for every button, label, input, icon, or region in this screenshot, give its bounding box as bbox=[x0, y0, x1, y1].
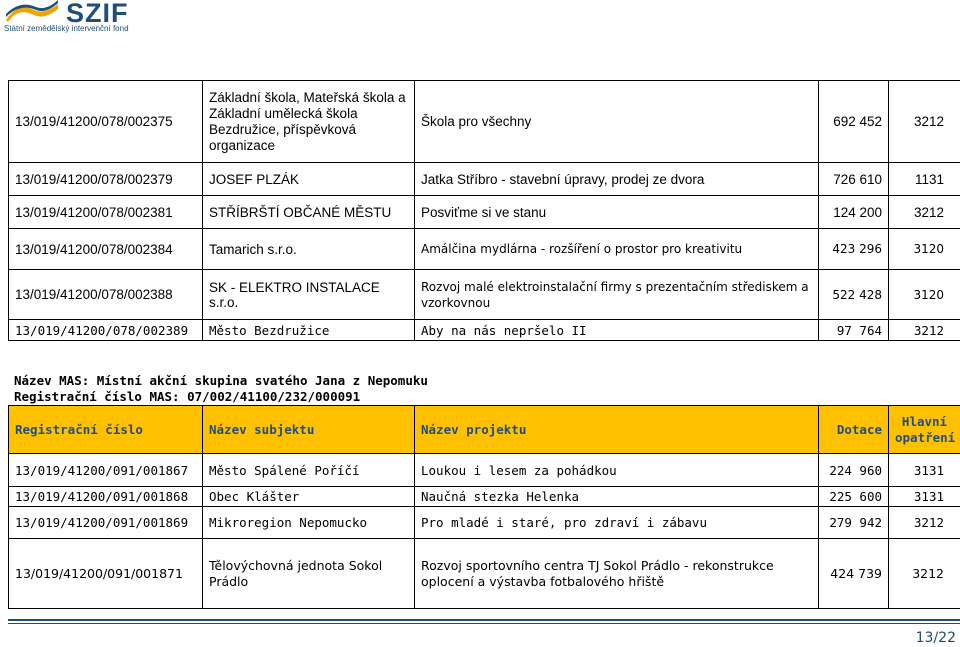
measure-cell: 3131 bbox=[889, 454, 960, 487]
table-row bbox=[9, 270, 960, 320]
table-row bbox=[9, 163, 960, 196]
project-cell: Jatka Stříbro - stavební úpravy, prodej ze dvora bbox=[415, 163, 819, 196]
measure-cell: 3131 bbox=[889, 487, 960, 507]
reg-cell: 13/019/41200/078/002381 bbox=[9, 196, 203, 229]
reg-cell: 13/019/41200/078/002384 bbox=[9, 229, 203, 270]
reg-cell: 13/019/41200/078/002388 bbox=[9, 270, 203, 320]
table-row bbox=[9, 81, 960, 163]
reg-cell: 13/019/41200/078/002389 bbox=[9, 320, 203, 341]
measure-cell: 3212 bbox=[889, 81, 960, 163]
measure-cell: 3212 bbox=[889, 196, 960, 229]
measure-cell: 3212 bbox=[889, 320, 960, 341]
project-cell: Amálčina mydlárna - rozšíření o prostor pro kreativitu bbox=[415, 229, 819, 270]
reg-cell: 13/019/41200/091/001869 bbox=[9, 507, 203, 539]
table-header-row bbox=[9, 406, 960, 454]
subject-cell: JOSEF PLZÁK bbox=[203, 163, 415, 196]
table-row bbox=[9, 487, 960, 507]
project-cell: Aby na nás nepršelo II bbox=[415, 320, 819, 341]
footer-divider bbox=[8, 619, 960, 621]
szif-logo-mark-icon bbox=[4, 0, 60, 24]
amount-cell: 424 739 bbox=[819, 539, 889, 609]
table-row bbox=[9, 229, 960, 270]
project-cell: Posviťme si ve stanu bbox=[415, 196, 819, 229]
mas-info bbox=[14, 373, 428, 405]
projects-table-2 bbox=[8, 405, 960, 609]
amount-cell: 692 452 bbox=[819, 81, 889, 163]
mas-name: Název MAS: Místní akční skupina svatého Jana z Nepomuku bbox=[14, 373, 428, 388]
project-cell: Pro mladé i staré, pro zdraví i zábavu bbox=[415, 507, 819, 539]
header-amount: Dotace bbox=[819, 406, 889, 454]
amount-cell: 124 200 bbox=[819, 196, 889, 229]
reg-cell: 13/019/41200/078/002375 bbox=[9, 81, 203, 163]
project-cell: Naučná stezka Helenka bbox=[415, 487, 819, 507]
measure-cell: 1131 bbox=[889, 163, 960, 196]
header-project: Název projektu bbox=[415, 406, 819, 454]
measure-cell: 3212 bbox=[889, 539, 960, 609]
subject-cell: STŘÍBRŠTÍ OBČANÉ MĚSTU bbox=[203, 196, 415, 229]
subject-cell: Město Bezdružice bbox=[203, 320, 415, 341]
logo-subtitle: Státní zemědělský intervenční fond bbox=[4, 24, 129, 33]
table-row bbox=[9, 320, 960, 341]
table-row bbox=[9, 507, 960, 539]
projects-table-1 bbox=[8, 80, 960, 341]
amount-cell: 225 600 bbox=[819, 487, 889, 507]
measure-cell: 3212 bbox=[889, 507, 960, 539]
reg-cell: 13/019/41200/091/001868 bbox=[9, 487, 203, 507]
amount-cell: 423 296 bbox=[819, 229, 889, 270]
footer-divider bbox=[8, 623, 960, 624]
subject-cell: Obec Klášter bbox=[203, 487, 415, 507]
header-measure: Hlavní opatření bbox=[889, 406, 960, 454]
reg-cell: 13/019/41200/091/001871 bbox=[9, 539, 203, 609]
logo-text: SZIF bbox=[66, 0, 129, 28]
project-cell: Rozvoj sportovního centra TJ Sokol Prádlo - rekonstrukce oplocení a výstavba fotbalového hřiště bbox=[415, 539, 819, 609]
page-number: 13/22 bbox=[915, 630, 956, 646]
header-reg: Registrační číslo bbox=[9, 406, 203, 454]
measure-cell: 3120 bbox=[889, 229, 960, 270]
table-row bbox=[9, 539, 960, 609]
amount-cell: 97 764 bbox=[819, 320, 889, 341]
subject-cell: SK - ELEKTRO INSTALACE s.r.o. bbox=[203, 270, 415, 320]
table-row bbox=[9, 454, 960, 487]
project-cell: Loukou i lesem za pohádkou bbox=[415, 454, 819, 487]
mas-reg-number: Registrační číslo MAS: 07/002/41100/232/000091 bbox=[14, 389, 361, 404]
project-cell: Rozvoj malé elektroinstalační firmy s prezentačním střediskem a vzorkovnou bbox=[415, 270, 819, 320]
reg-cell: 13/019/41200/091/001867 bbox=[9, 454, 203, 487]
subject-cell: Mikroregion Nepomucko bbox=[203, 507, 415, 539]
amount-cell: 522 428 bbox=[819, 270, 889, 320]
amount-cell: 726 610 bbox=[819, 163, 889, 196]
amount-cell: 224 960 bbox=[819, 454, 889, 487]
project-cell: Škola pro všechny bbox=[415, 81, 819, 163]
subject-cell: Základní škola, Mateřská škola a Základní umělecká škola Bezdružice, příspěvková organizace bbox=[203, 81, 415, 163]
measure-cell: 3120 bbox=[889, 270, 960, 320]
table-row bbox=[9, 196, 960, 229]
reg-cell: 13/019/41200/078/002379 bbox=[9, 163, 203, 196]
subject-cell: Tamarich s.r.o. bbox=[203, 229, 415, 270]
subject-cell: Město Spálené Poříčí bbox=[203, 454, 415, 487]
header-subject: Název subjektu bbox=[203, 406, 415, 454]
amount-cell: 279 942 bbox=[819, 507, 889, 539]
subject-cell: Tělovýchovná jednota Sokol Prádlo bbox=[203, 539, 415, 609]
